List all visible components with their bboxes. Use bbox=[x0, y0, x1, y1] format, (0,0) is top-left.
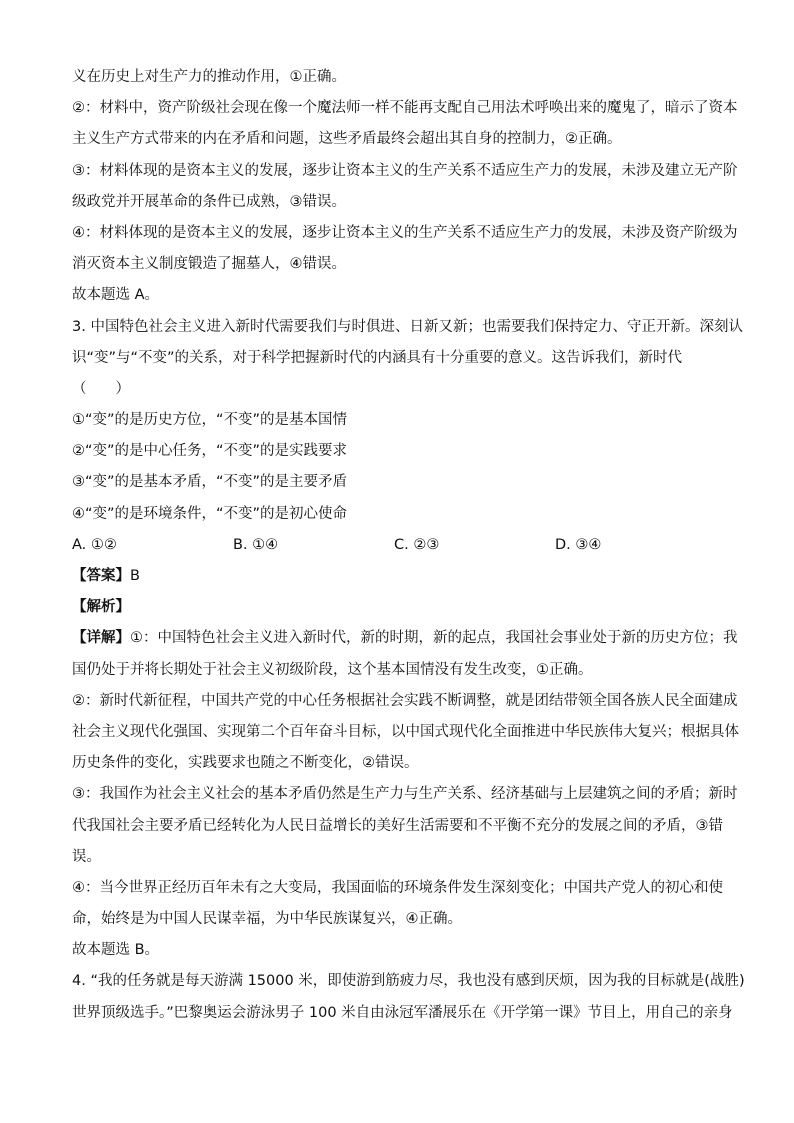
detail-line: ②：新时代新征程，中国共产党的中心任务根据社会实践不断调整，就是团结带领全国各族人民全面建成 bbox=[72, 692, 738, 709]
conclusion-line: 故本题选 A。 bbox=[72, 287, 160, 304]
detail-line: 国仍处于并将长期处于社会主义初级阶段，这个基本国情没有发生改变，①正确。 bbox=[72, 661, 593, 678]
detail-line: 代我国社会主要矛盾已经转化为人民日益增长的美好生活需要和不平衡不充分的发展之间的矛盾，③错 bbox=[72, 817, 723, 834]
question3-item: ③“变”的是基本矛盾，“不变”的是主要矛盾 bbox=[72, 474, 348, 491]
detail-line: ④：当今世界正经历百年未有之大变局，我国面临的环境条件发生深刻变化；中国共产党人的初心和使 bbox=[72, 879, 723, 896]
detail-line: 命，始终是为中国人民谋幸福，为中华民族谋复兴，④正确。 bbox=[72, 911, 462, 928]
question3-item: ①“变”的是历史方位，“不变”的是基本国情 bbox=[72, 412, 348, 429]
conclusion-line: 故本题选 B。 bbox=[72, 942, 160, 959]
paragraph-line: ②：材料中，资产阶级社会现在像一个魔法师一样不能再支配自己用法术呼唤出来的魔鬼了，暗示了资本 bbox=[72, 100, 738, 117]
detail-tag: 【详解】 bbox=[72, 630, 130, 647]
question3-stem-line: 识“变”与“不变”的关系，对于科学把握新时代的内涵具有十分重要的意义。这告诉我们，新时代 bbox=[72, 349, 683, 366]
question3-stem-line: （ ） bbox=[72, 380, 130, 397]
question3-item: ②“变”的是中心任务，“不变”的是实践要求 bbox=[72, 443, 348, 460]
paragraph-line: 消灭资本主义制度锻造了掘墓人，④错误。 bbox=[72, 256, 346, 273]
answer-tag: 【答案】 bbox=[72, 568, 130, 584]
paragraph-line: 级政党并开展革命的条件已成熟，③错误。 bbox=[72, 193, 346, 210]
question4-stem-line: 世界顶级选手。”巴黎奥运会游泳男子 100 米自由泳冠军潘展乐在《开学第一课》节目上，用自己的亲身 bbox=[72, 1004, 733, 1021]
paragraph-line: ③：材料体现的是资本主义的发展，逐步让资本主义的生产关系不适应生产力的发展，未涉及建立无产阶 bbox=[72, 162, 738, 179]
option-d: D. ③④ bbox=[555, 536, 602, 553]
question3-item: ④“变”的是环境条件，“不变”的是初心使命 bbox=[72, 505, 348, 522]
answer-value: B bbox=[130, 568, 140, 584]
question3-stem-line: 3. 中国特色社会主义进入新时代需要我们与时俱进、日新又新；也需要我们保持定力、守正开新。深刻认 bbox=[72, 318, 743, 335]
option-a: A. ①② bbox=[72, 536, 117, 553]
document-page bbox=[72, 62, 745, 1029]
detail-line bbox=[72, 623, 738, 654]
question3-options bbox=[72, 530, 724, 561]
detail-text: ①：中国特色社会主义进入新时代，新的时期，新的起点，我国社会事业处于新的历史方位；我 bbox=[130, 630, 738, 647]
paragraph-line: 主义生产方式带来的内在矛盾和问题，这些矛盾最终会超出其自身的控制力，②正确。 bbox=[72, 131, 622, 148]
option-b: B. ①④ bbox=[233, 536, 279, 553]
analysis-line bbox=[72, 592, 724, 623]
detail-line: ③：我国作为社会主义社会的基本矛盾仍然是生产力与生产关系、经济基础与上层建筑之间的矛盾；新时 bbox=[72, 786, 738, 803]
answer-line bbox=[72, 561, 724, 592]
paragraph-line: 义在历史上对生产力的推动作用，①正确。 bbox=[72, 69, 346, 85]
question4-stem-line: 4. “我的任务就是每天游满 15000 米，即使游到筋疲力尽，我也没有感到厌烦，因为我的目标就是(战胜) bbox=[72, 973, 745, 990]
analysis-tag: 【解析】 bbox=[72, 599, 130, 616]
detail-line: 历史条件的变化，实践要求也随之不断变化，②错误。 bbox=[72, 755, 419, 772]
detail-line: 误。 bbox=[72, 848, 101, 865]
option-c: C. ②③ bbox=[394, 536, 440, 553]
detail-line: 社会主义现代化强国、实现第二个百年奋斗目标，以中国式现代化全面推进中华民族伟大复兴；根据具体 bbox=[72, 723, 739, 740]
paragraph-line: ④：材料体现的是资本主义的发展，逐步让资本主义的生产关系不适应生产力的发展，未涉及资产阶级为 bbox=[72, 224, 738, 241]
